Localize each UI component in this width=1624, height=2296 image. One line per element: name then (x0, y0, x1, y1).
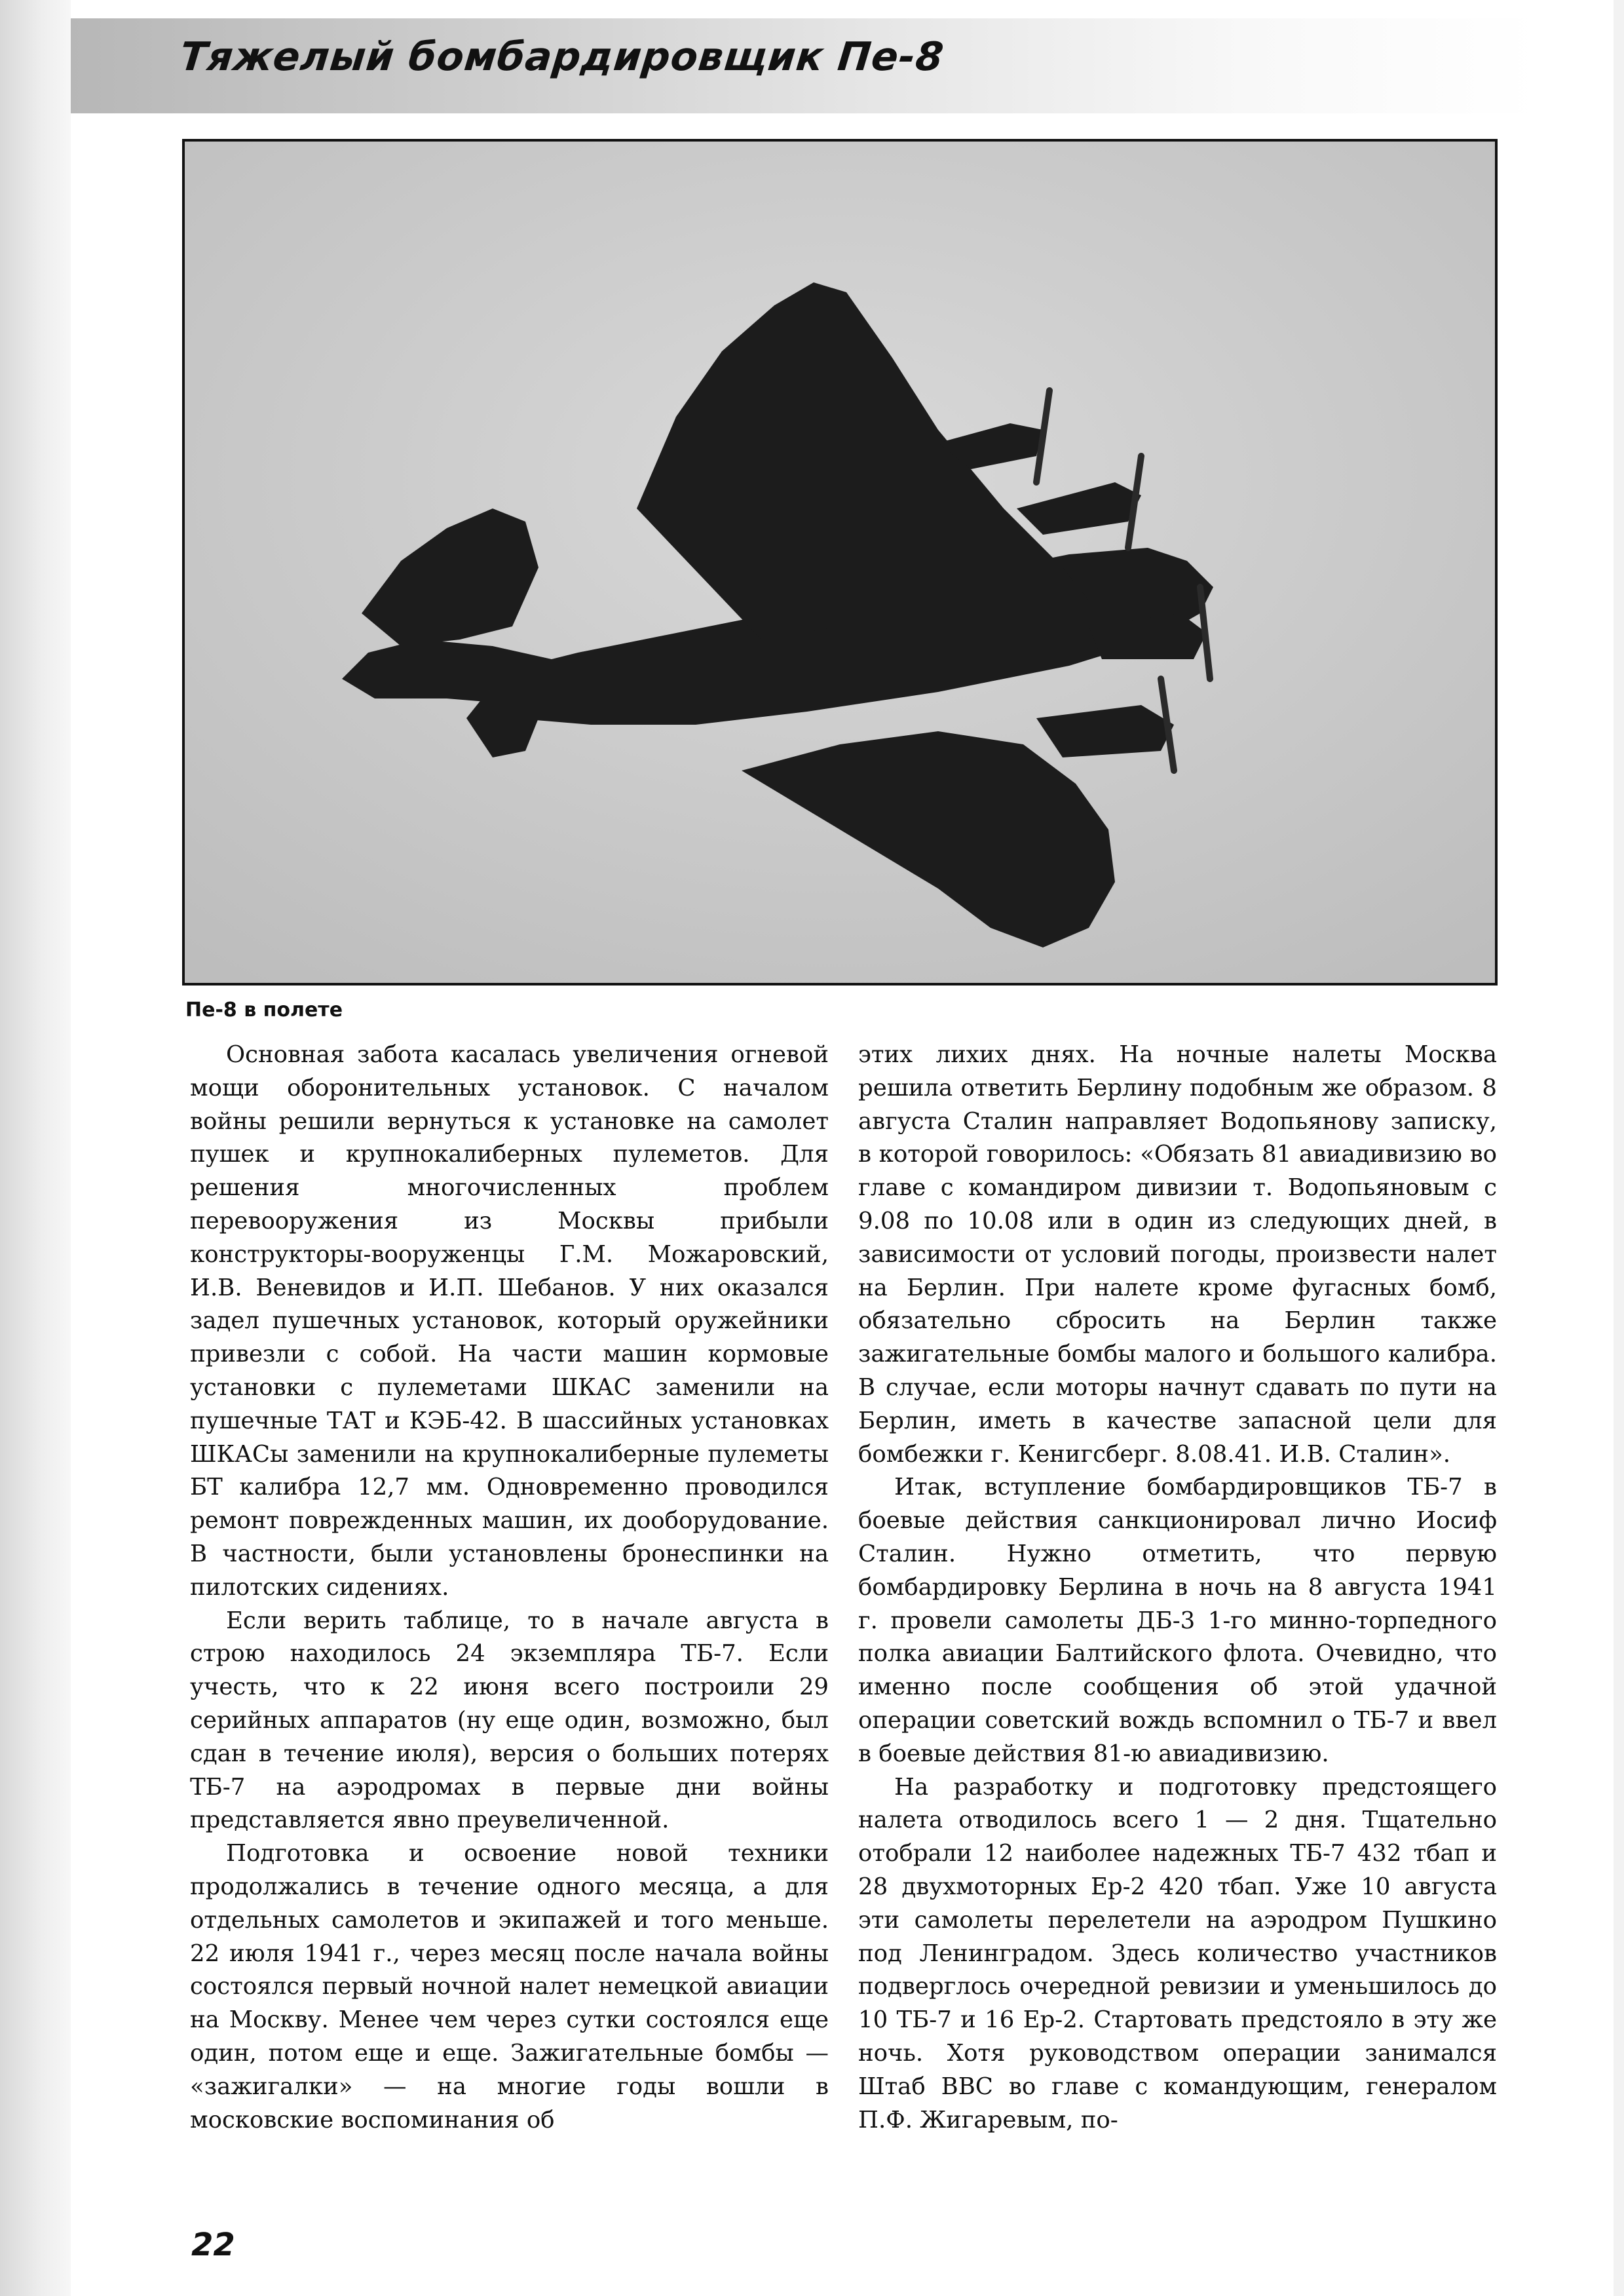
paragraph: Подготовка и освоение новой техники продолжались в течение одного месяца, а для отдельных самолетов и экипажей и того меньше. 22 июля 1941 г., через месяц после начала войны состоялся первый ночной налет немецкой авиации на Москву. Менее чем через сутки состоялся еще один, потом еще и еще. Зажигательные бомбы — «зажигалки» — на многие годы вошли в московские воспоминания об (190, 1840, 829, 2133)
paragraph: этих лихих днях. На ночные налеты Москва решила ответить Берлину подобным же образом. 8 августа Сталин направляет Водопьянову записку, в которой говорилось: «Обязать 81 авиадивизию во главе с командиром дивизии т. Водопьяновым с 9.08 по 10.08 или в один из следующих дней, в зависимости от условий погоды, произвести налет на Берлин. При налете кроме фугасных бомб, обязательно сбросить на Берлин также зажигательные бомбы малого и большого калибра. В случае, если моторы начнут сдавать по пути на Берлин, иметь в качестве запасной цели для бомбежки г. Кенигсберг. 8.08.41. И.В. Сталин». (858, 1041, 1497, 1468)
paragraph: На разработку и подготовку предстоящего налета отводилось всего 1 — 2 дня. Тщательно отобрали 12 наиболее надежных ТБ-7 432 тбап и 28 двухмоторных Ер-2 420 тбап. Уже 10 августа эти самолеты перелетели на аэродром Пушкино под Ленинградом. Здесь количество участников подверглось очередной ревизии и уменьшилось до 10 ТБ-7 и 16 Ер-2. Стартовать предстояло в эту же ночь. Хотя руководством операции занимался Штаб ВВС во главе с командующим, генералом П.Ф. Жигаревым, по- (858, 1773, 1497, 2133)
aircraft-photo (182, 139, 1498, 985)
figure-caption: Пе-8 в полете (185, 999, 343, 1022)
paragraph: Если верить таблице, то в начале августа в строю находилось 24 экземпляра ТБ-7. Если учесть, что к 22 июня всего построили 29 серийных аппаратов (ну еще один, возможно, был сдан в течение июля), версия о больших потерях ТБ-7 на аэродромах в первые дни войны представляется явно преувеличенной. (190, 1607, 829, 1834)
text-column-right (858, 1039, 1497, 2137)
aircraft-illustration (185, 142, 1495, 983)
page-spine-shadow (0, 0, 71, 2296)
paragraph: Итак, вступление бомбардировщиков ТБ-7 в боевые действия санкционировал лично Иосиф Сталин. Нужно отметить, что первую бомбардировку Берлина в ночь на 8 августа 1941 г. провели самолеты ДБ-3 1-го минно-торпедного полка авиации Балтийского флота. Очевидно, что именно после сообщения об этой удачной операции советский вождь вспомнил о ТБ-7 и ввел в боевые действия 81-ю авиадивизию. (858, 1474, 1497, 1767)
page-edge (1614, 0, 1624, 2296)
running-head: Тяжелый бомбардировщик Пе-8 (178, 34, 947, 80)
page-number: 22 (191, 2227, 235, 2263)
text-column-left (190, 1039, 829, 2137)
paragraph: Основная забота касалась увеличения огневой мощи оборонительных установок. С началом войны решили вернуться к установке на самолет пушек и крупнокалиберных пулеметов. Для решения многочисленных проблем перевооружения из Москвы прибыли конструкторы-вооруженцы Г.М. Можаровский, И.В. Веневидов и И.П. Шебанов. У них оказался задел пушечных установок, который оружейники привезли с собой. На части машин кормовые установки с пулеметами ШКАС заменили на пушечные ТАТ и КЭБ-42. В шассийных установках ШКАСы заменили на крупнокалиберные пулеметы БТ калибра 12,7 мм. Одновременно проводился ремонт поврежденных машин, их дооборудование. В частности, были установлены бронеспинки на пилотских сидениях. (190, 1041, 829, 1601)
